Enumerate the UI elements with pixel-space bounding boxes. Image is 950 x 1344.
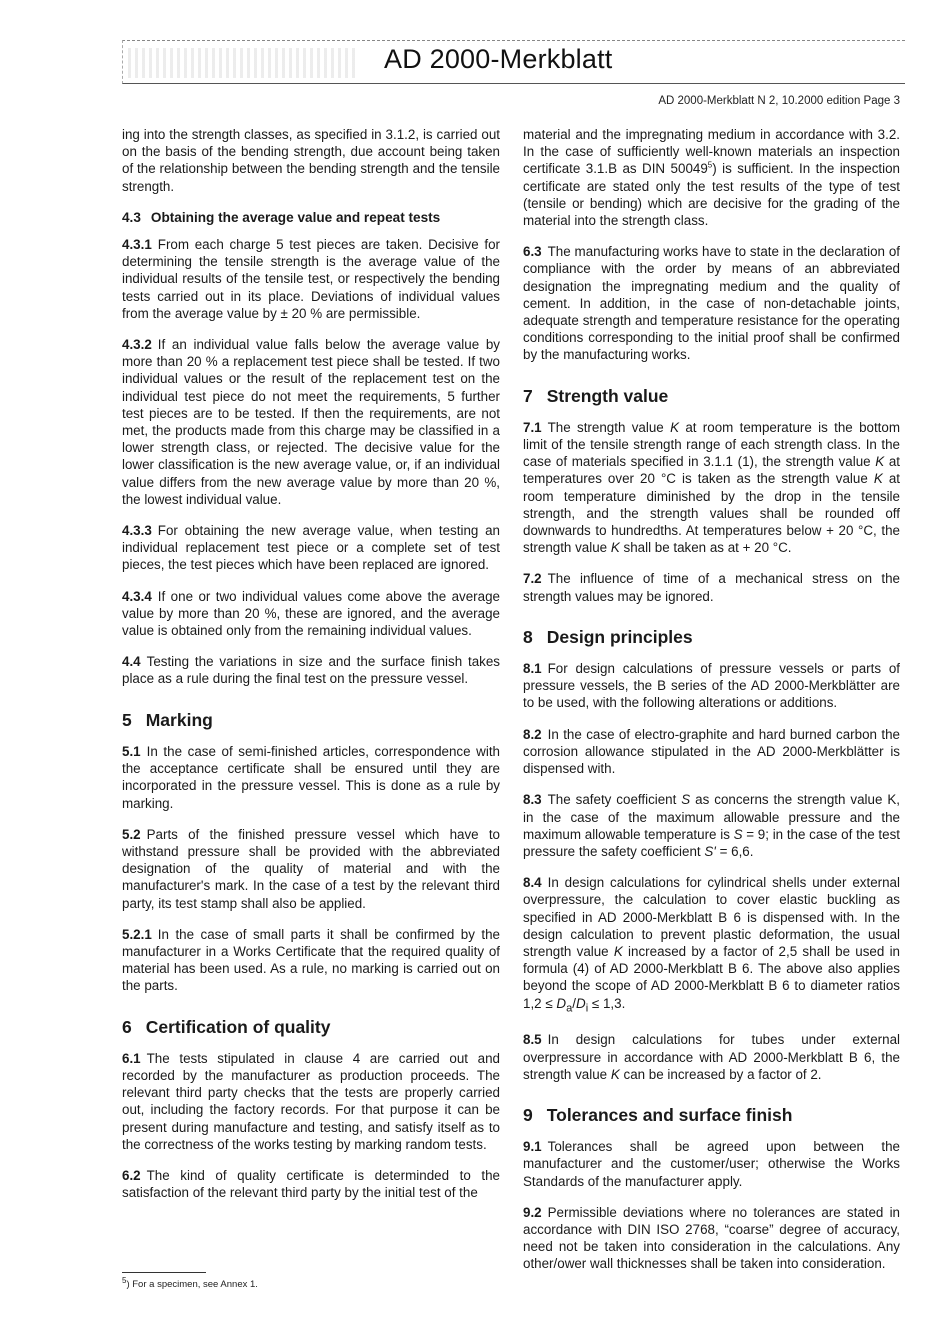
paragraph-9-2: 9.2 Permissible deviations where no tolerances are stated in accordance with DIN ISO 2768, “coarse” degree of accuracy, need not be taken into consideration in the calculations. Any other/ower wall thicknesses shall be taken into consideration. [523,1204,900,1272]
paragraph-4-4: 4.4 Testing the variations in size and the surface finish takes place as a rule during the final test on the pressure vessel. [122,654,500,687]
paragraph-8-4: 8.4 In design calculations for cylindrical shells under external overpressure, the calculation to cover elastic buckling as specified in AD 2000-Merkblatt B 6 is dispensed with. In the design calculation to prevent plastic deformation, the usual strength value K increased by a factor of 2,5 shall be used in formula (4) of AD 2000-Merkblatt B 6. The above also applies beyond the scope of AD 2000-Merkblatt B 6 to diameter ratios $1,2 \le D_a/D_i \le 1,3$. [523,875,900,1015]
paragraph-6-3: 6.3 The manufacturing works have to state in the declaration of compliance with the order by means of an abbreviated designation the impregnating medium and the quality of cement. In addition, in the case of non-detachable joints, adequate strength and temperature resistance for the operating conditions corresponding to the initial proof shall be confirmed by the manufacturing works. [523,244,900,363]
footnote-ref[interactable]: 5 [707,160,713,170]
paragraph-4-3-2: 4.3.2 If an individual value falls below the average value by more than 20 % a replacement test piece shall be tested. If two individual values or the result of the replacement test on the individual test piece do not meet the requirements, 5 further test pieces are to be tested. If then the requirements, are not met, the products made from this charge may be classified in a lower strength class, or rejected. The decisive value for the lower classification is the new average value, or, if an individual value differs from the new average value by more than 20 %, the lowest individual value. [122,337,500,507]
paragraph-7-2: 7.2 The influence of time of a mechanical stress on the strength values may be ignored. [523,571,900,604]
right-column [523,126,900,1287]
paragraph-4-3-1: 4.3.1 From each charge 5 test pieces are taken. Decisive for determining the tensile strength is the average value of the individual results of the tensile test, or respectively the bending tests carried out in its place. Deviations of individual values from the average value by ± 20 % are permissible. [122,237,500,321]
page-title: AD 2000-Merkblatt [384,44,613,74]
paragraph-intro: ing into the strength classes, as specified in 3.1.2, is carried out on the basis of the bending strength, due account being taken of the relationship between the bending strength and the tensile strength. [122,127,500,194]
paragraph-5-1: 5.1 In the case of semi-finished articles, correspondence with the acceptance certificate shall be ensured until they are incorporated in the pressure vessel. This is done as a rule by marking. [122,743,500,811]
paragraph-4-3-4: 4.3.4 If one or two individual values come above the average value by more than 20 %, these are ignored, and the average value is obtained only from the remaining individual values. [122,588,500,639]
paragraph-8-2: 8.2 In the case of electro-graphite and hard burned carbon the corrosion allowance stipulated in the AD 2000-Merkblätter is dispensed with. [523,726,900,777]
paragraph-5-2-1: 5.2.1 In the case of small parts it shall be confirmed by the manufacturer in a Works Certificate that the required quality of material has been used. As a rule, no marking is carried out on the parts. [122,926,500,994]
heading-6-certification: 6 Certification of quality [122,1016,331,1037]
heading-4-3: 4.3 Obtaining the average value and repeat tests [122,209,441,225]
paragraph-6-2-continued: material and the impregnating medium in accordance with 3.2. In the case of sufficiently well-known materials an inspection certificate 3.1.B as DIN 50049$^5$) is sufficient. In the inspection certificate are stated only the test results of the type of test (tensile or bending) which are decisive for the grading of the material into the strength class. [523,127,901,229]
heading-9-tolerances: 9 Tolerances and surface finish [523,1105,793,1126]
paragraph-5-2: 5.2 Parts of the finished pressure vessel which have to withstand pressure shall be provided with the abbreviated designation of the quality of material and with the manufacturer's mark. In the case of a test by the relevant third party, its test stamp shall also be applied. [122,826,500,911]
edition-line: AD 2000-Merkblatt N 2, 10.2000 edition Page 3 [658,95,900,107]
paragraph-4-3-3: 4.3.3 For obtaining the new average value, when testing an individual replacement test piece or a complete set of test pieces, the test pieces which have been replaced are ignored. [122,523,500,573]
heading-8-design: 8 Design principles [523,626,693,647]
paragraph-9-1: 9.1 Tolerances shall be agreed upon between the manufacturer and the customer/user; otherwise the Works Standards of the manufacturer apply. [523,1139,900,1189]
paragraph-7-1: 7.1 The strength value K at room temperature is the bottom limit of the tensile strength range of each strength class. In the case of materials specified in 3.1.1 (1), the strength value K at temperatures over 20 °C is taken as the strength value K at room temperature diminished by the drop in the tensile strength, and the strength values shall be rounded off downwards to hundredths. At temperatures below + 20 °C, the strength value K shall be taken as at + 20 °C. [523,419,901,556]
paragraph-6-2: 6.2 The kind of quality certificate is determinded to the satisfaction of the relevant third party by the initial test of the [122,1167,500,1201]
paragraph-8-1: 8.1 For design calculations of pressure vessels or parts of pressure vessels, the B series of the AD 2000-Merkblätter are to be used, with the following alterations or additions. [523,661,900,711]
paragraph-8-3: 8.3 The safety coefficient S as concerns the strength value K, in the case of the maximum allowable pressure and the maximum allowable temperature is S = 9; in the case of the test pressure the safety coefficient S' = 6,6. [523,792,900,859]
footnote-divider [122,1272,206,1273]
header-logo-texture [128,48,358,78]
footnote-5: $^5$) For a specimen, see Annex 1. [122,1275,258,1290]
paragraph-8-5: 8.5 In design calculations for tubes under external overpressure in accordance with AD 2000-Merkblatt B 6, the strength value K can be increased by a factor of 2. [523,1032,900,1082]
left-column [122,126,500,1215]
heading-7-strength: 7 Strength value [523,385,669,406]
heading-5-marking: 5 Marking [122,709,213,730]
paragraph-6-1: 6.1 The tests stipulated in clause 4 are carried out and recorded by the manufacturer as production proceeds. The relevant third party checks that the tests are properly carried out, including the factory records. For that purpose it can be present during manufacture and testing, and satisfy itself as to the correctness of the works testing by marking random tests. [122,1050,500,1152]
